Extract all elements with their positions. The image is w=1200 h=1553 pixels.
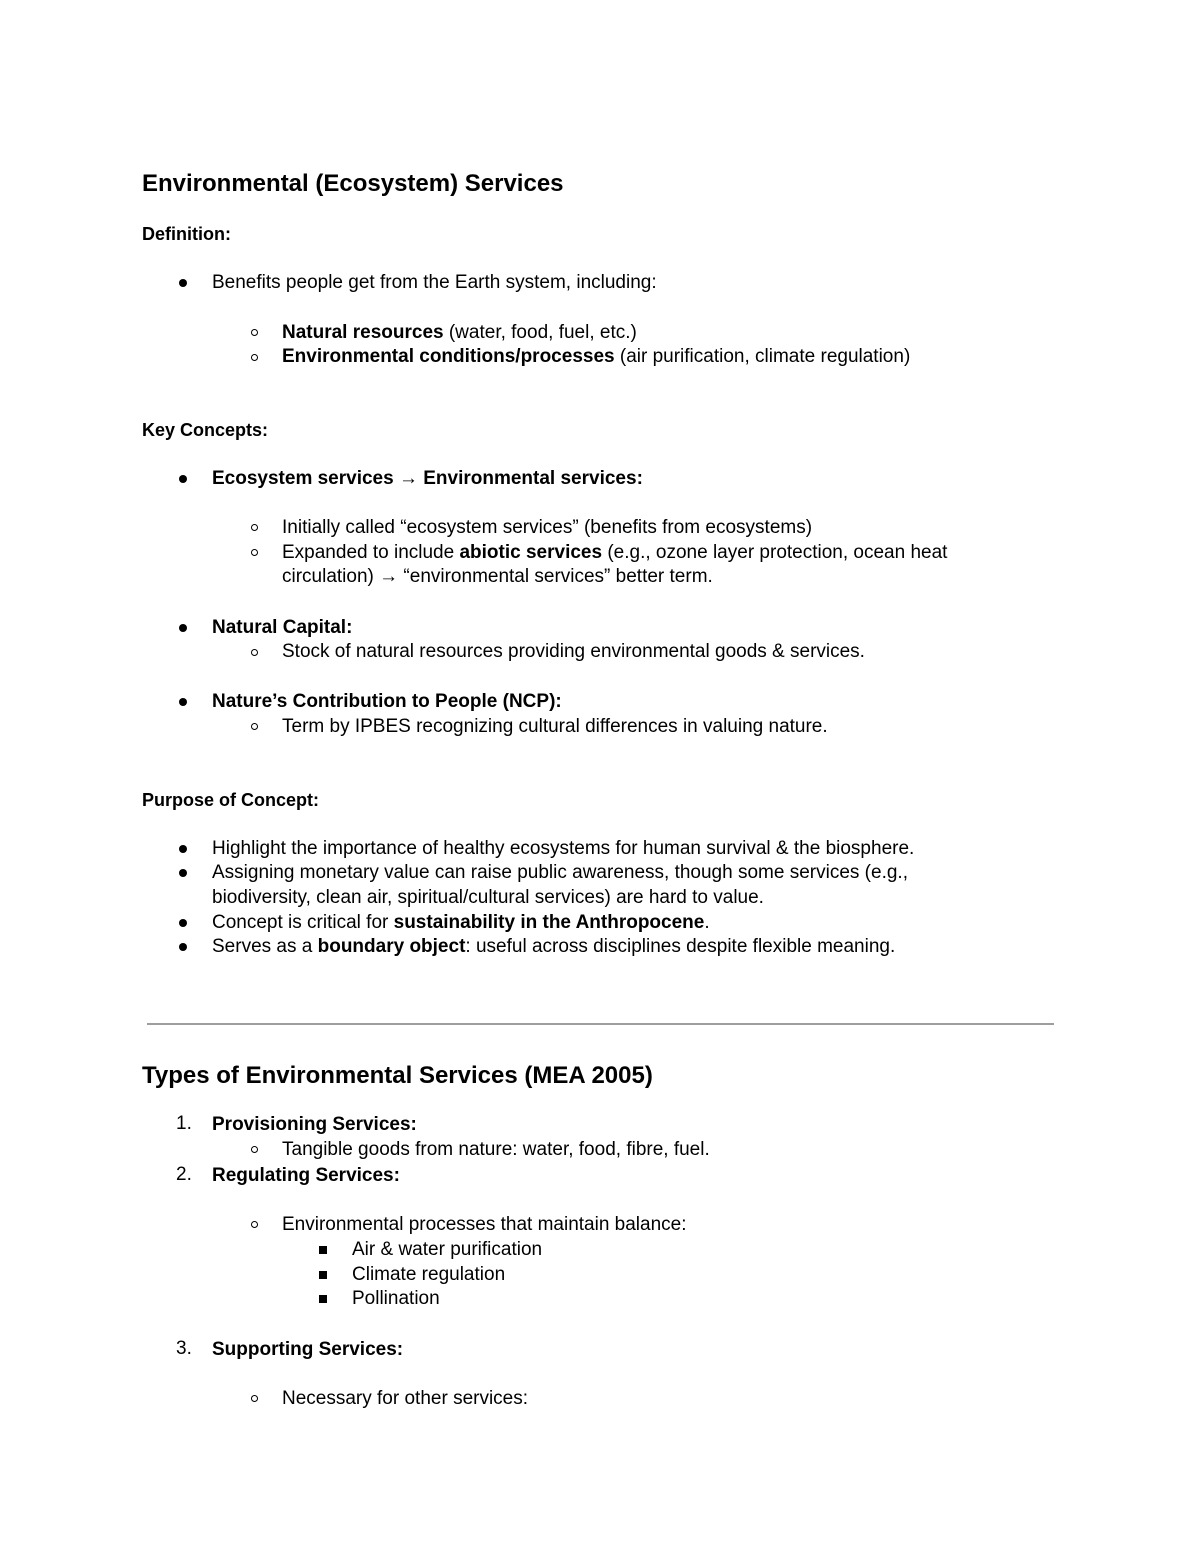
- concept-sub-item: Initially called “ecosystem services” (benefits from ecosystems): [282, 517, 813, 538]
- service-type-item: Supporting Services:: [212, 1339, 404, 1360]
- bullet-icon: [179, 698, 187, 706]
- square-bullet-icon: [319, 1246, 327, 1254]
- purpose-item-continued: biodiversity, clean air, spiritual/cultural services) are hard to value.: [212, 887, 764, 908]
- bullet-icon: [179, 869, 187, 877]
- bullet-icon: [179, 943, 187, 951]
- circle-bullet-icon: [251, 549, 258, 556]
- bullet-icon: [179, 279, 187, 287]
- circle-bullet-icon: [251, 1146, 258, 1153]
- service-type-sub-sub-item: Pollination: [352, 1288, 440, 1309]
- service-type-item: Provisioning Services:: [212, 1114, 417, 1135]
- key-concepts-heading: Key Concepts:: [142, 420, 269, 440]
- horizontal-divider: [147, 1023, 1054, 1025]
- concept-item: Natural Capital:: [212, 617, 353, 638]
- concept-sub-item: Expanded to include abiotic services (e.g., ozone layer protection, ocean heat: [282, 542, 948, 563]
- definition-heading: Definition:: [142, 224, 231, 244]
- square-bullet-icon: [319, 1271, 327, 1279]
- circle-bullet-icon: [251, 524, 258, 531]
- purpose-heading: Purpose of Concept:: [142, 790, 320, 810]
- circle-bullet-icon: [251, 354, 258, 361]
- service-type-sub-sub-item: Climate regulation: [352, 1264, 506, 1285]
- concept-sub-item-continued: circulation) → “environmental services” better term.: [282, 566, 713, 587]
- definition-sub-item: Environmental conditions/processes (air purification, climate regulation): [282, 346, 911, 367]
- section-title: Types of Environmental Services (MEA 2005): [142, 1062, 653, 1089]
- list-number: 1.: [176, 1113, 192, 1134]
- concept-item: Nature’s Contribution to People (NCP):: [212, 691, 562, 712]
- circle-bullet-icon: [251, 723, 258, 730]
- circle-bullet-icon: [251, 1221, 258, 1228]
- purpose-item: Concept is critical for sustainability in the Anthropocene.: [212, 912, 710, 933]
- list-number: 3.: [176, 1338, 192, 1359]
- bullet-icon: [179, 919, 187, 927]
- list-number: 2.: [176, 1164, 192, 1185]
- circle-bullet-icon: [251, 329, 258, 336]
- section-title: Environmental (Ecosystem) Services: [142, 170, 564, 197]
- concept-sub-item: Term by IPBES recognizing cultural differences in valuing nature.: [282, 716, 828, 737]
- service-type-sub-item: Environmental processes that maintain balance:: [282, 1214, 687, 1235]
- service-type-item: Regulating Services:: [212, 1165, 400, 1186]
- concept-item: Ecosystem services → Environmental services:: [212, 468, 643, 489]
- square-bullet-icon: [319, 1295, 327, 1303]
- service-type-sub-sub-item: Air & water purification: [352, 1239, 543, 1260]
- purpose-item: Assigning monetary value can raise public awareness, though some services (e.g.,: [212, 862, 908, 883]
- bullet-icon: [179, 845, 187, 853]
- circle-bullet-icon: [251, 649, 258, 656]
- service-type-sub-item: Necessary for other services:: [282, 1388, 529, 1409]
- purpose-item: Highlight the importance of healthy ecosystems for human survival & the biosphere.: [212, 838, 915, 859]
- bullet-icon: [179, 475, 187, 483]
- service-type-sub-item: Tangible goods from nature: water, food, fibre, fuel.: [282, 1139, 710, 1160]
- purpose-item: Serves as a boundary object: useful across disciplines despite flexible meaning.: [212, 936, 896, 957]
- concept-sub-item: Stock of natural resources providing environmental goods & services.: [282, 641, 865, 662]
- definition-item: Benefits people get from the Earth system, including:: [212, 272, 657, 293]
- definition-sub-item: Natural resources (water, food, fuel, etc.): [282, 322, 637, 343]
- bullet-icon: [179, 624, 187, 632]
- circle-bullet-icon: [251, 1395, 258, 1402]
